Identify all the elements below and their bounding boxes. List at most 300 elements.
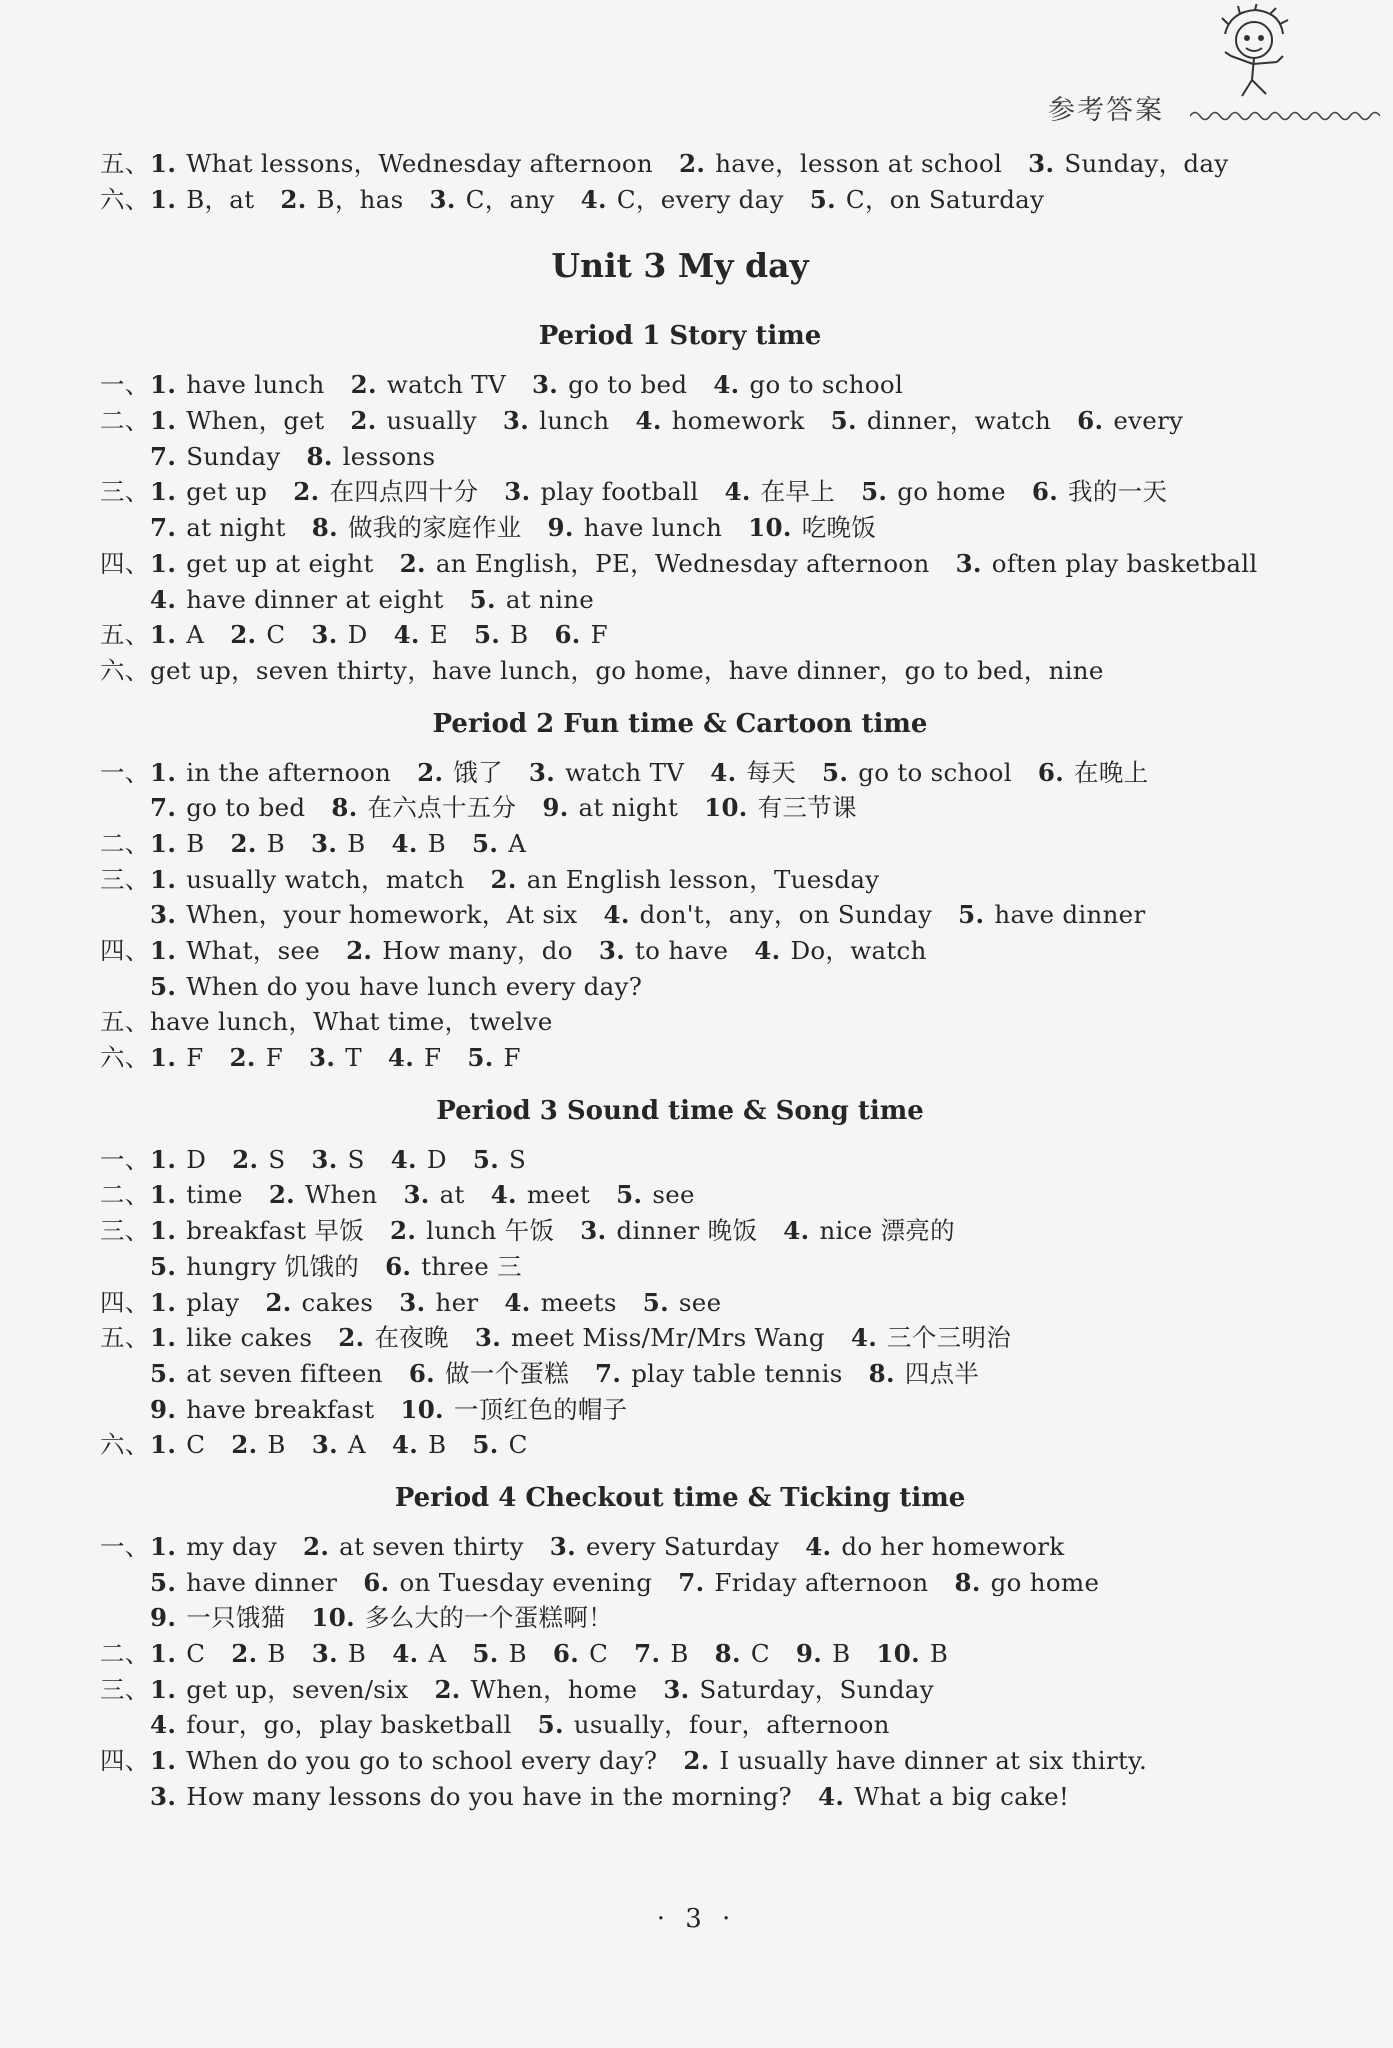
answer-item [554,620,608,649]
answer-item [385,1252,522,1281]
answer-item [805,1532,1064,1561]
item-text: B [832,1639,851,1668]
section-label: 一、 [100,757,150,787]
answer-item [861,477,1006,506]
item-text: How many lessons do you have in the morning? [186,1781,792,1811]
item-number: 3. [311,828,338,858]
answer-item [467,1043,521,1072]
answer-item [434,1675,637,1704]
answer-item [150,149,653,178]
item-number: 2. [417,757,444,787]
answer-item [1028,149,1228,178]
answer-line [100,1177,1350,1213]
answer-line [100,933,1350,969]
answer-item [754,936,926,965]
item-number: 5. [809,184,836,214]
item-number: 2. [399,548,426,578]
item-number: 4. [603,900,630,930]
item-number: 1. [150,149,177,178]
wavy-divider-icon [1190,108,1380,122]
answer-item [150,900,577,929]
item-text: Friday afternoon [714,1567,929,1597]
item-number: 9. [542,793,569,823]
item-number: 1. [150,1323,177,1353]
item-number: 4. [504,1287,531,1317]
answer-item [150,865,465,894]
answer-item [150,1180,243,1209]
section-label: 三、 [100,1674,150,1704]
answer-item [663,1675,934,1704]
item-text: at seven fifteen [186,1358,383,1388]
item-number: 4. [724,477,751,507]
item-number: 6. [408,1358,435,1388]
item-text: When do you go to school every day? [186,1746,658,1776]
item-text: F [503,1043,521,1073]
item-number: 7. [634,1639,661,1668]
item-number: 2. [231,1639,258,1668]
item-text: C，on Saturday [845,184,1045,214]
item-text: watch TV [565,757,685,787]
item-text: her [435,1287,479,1317]
answer-item [388,1043,442,1072]
answer-item [150,1675,408,1704]
item-text: have lunch [583,513,723,543]
item-text: 每天 [746,757,797,787]
item-number: 1. [150,620,177,650]
answer-content [100,146,1350,1814]
item-text: B [508,1639,527,1668]
item-number: 1. [150,477,177,507]
item-number: 1. [150,1639,177,1668]
item-text: often play basketball [991,548,1258,578]
item-number: 1. [150,1180,177,1210]
answer-item [1038,758,1149,787]
section-label: 三、 [100,864,150,894]
item-number: 3. [504,477,531,507]
header-title: 参考答案 [1048,95,1164,126]
answer-line [100,755,1350,791]
answer-item [472,829,526,858]
item-number: 4. [713,370,740,400]
item-text: to have [635,936,729,965]
item-number: 7. [150,441,177,471]
answer-item [150,513,286,542]
item-text: B [186,828,205,858]
item-number: 2. [280,184,307,214]
answer-item [504,1288,616,1317]
answer-item [150,1603,285,1632]
answer-line [100,474,1350,510]
item-text: get up [186,477,268,507]
answer-item [394,620,448,649]
item-text: hungry 饥饿的 [186,1251,360,1281]
item-text: 三个三明治 [887,1323,1012,1353]
item-text: 饿了 [453,757,503,787]
answer-item [280,185,403,214]
item-number: 2. [232,1144,259,1174]
answer-item [150,1359,383,1388]
item-number: 3. [531,370,559,400]
item-number: 9. [547,513,574,543]
answer-line [100,1356,1350,1392]
answer-item [150,793,305,822]
item-text: A [186,620,205,650]
answer-item [599,936,728,965]
item-number: 2. [338,1323,365,1353]
item-text: have breakfast [186,1394,375,1424]
item-number: 3. [598,936,626,965]
item-number: 2. [683,1746,710,1776]
item-number: 3. [502,406,530,436]
item-number: 1. [150,1531,177,1561]
item-number: 8. [868,1358,895,1388]
item-text: on Tuesday evening [399,1567,653,1597]
item-text: have lunch [186,370,325,400]
answer-item [710,758,796,787]
item-number: 6. [554,620,581,650]
item-number: 3. [150,900,177,930]
answer-item [150,1532,277,1561]
item-text: watch TV [386,370,506,400]
answer-item [1077,406,1183,435]
period-title: Period 2 Fun time & Cartoon time [432,708,928,739]
item-number: 10. [400,1394,444,1424]
item-text: go home [990,1567,1100,1597]
item-number: 2. [293,477,320,507]
item-text: get up at eight [186,548,374,578]
answer-item [338,1323,449,1352]
section-label: 二、 [100,1639,150,1668]
section-label: 四、 [100,1287,150,1317]
item-text: When，your homework，At six [186,900,578,930]
item-text: three 三 [421,1251,522,1281]
answer-item [392,829,447,858]
answer-item [472,1430,527,1459]
item-text: usually [386,406,477,436]
item-text: see [678,1287,722,1317]
answer-item [470,585,594,614]
item-number: 3. [311,1639,338,1668]
answer-item [409,1359,569,1388]
answer-item [346,936,573,965]
item-text: usually watch，match [186,864,465,894]
item-text: B [266,828,285,858]
item-number: 4. [387,1043,415,1073]
section-label: 五、 [100,620,150,650]
item-number: 5. [861,477,888,507]
item-text: T [345,1043,362,1073]
item-text: see [652,1180,695,1210]
item-text: have dinner at eight [186,584,444,614]
answer-item [403,1180,464,1209]
item-number: 4. [391,1430,419,1460]
item-text: go to bed [568,370,688,400]
unit-title: Unit 3 My day [551,246,809,286]
item-text: don't，any，on Sunday [639,900,933,930]
answer-item [851,1323,1011,1352]
item-text: F [265,1043,283,1073]
item-number: 4. [392,1639,419,1668]
item-text: lessons [342,441,436,471]
answer-item [818,1782,1069,1811]
item-text: get up，seven thirty，have lunch，go home，have dinner，go to bed，nine [150,655,1104,685]
answer-item [473,1145,526,1174]
item-text: at nine [505,584,595,614]
item-text: B，has [316,184,404,214]
answer-item [150,1216,364,1245]
item-number: 6. [552,1639,580,1668]
section-label: 五、 [100,1007,150,1037]
item-number: 3. [528,757,556,787]
item-text: 在夜晚 [374,1323,449,1353]
answer-item [150,620,204,649]
item-number: 1. [150,864,177,894]
answer-item [309,1043,362,1072]
item-number: 4. [150,1710,177,1740]
answer-item [548,513,723,542]
item-text: lunch [539,406,610,436]
item-text: go to bed [186,793,306,823]
item-number: 4. [150,584,177,614]
item-text: C [589,1639,609,1668]
item-text: D [426,1144,447,1174]
answer-item [430,185,555,214]
item-number: 4. [754,936,781,965]
item-text: get up，seven/six [186,1674,409,1704]
item-number: 7. [150,793,177,823]
answer-item [810,185,1045,214]
answer-item [150,972,642,1001]
item-number: 7. [150,513,177,543]
section-label: 二、 [100,828,150,858]
answer-item [331,793,516,822]
item-text: usually，four，afternoon [573,1710,890,1740]
section-label: 五、 [100,149,150,178]
item-text: 在早上 [760,477,836,507]
answer-item [311,620,367,649]
item-number: 2. [268,1180,295,1210]
item-text: B [510,620,529,650]
answer-item [351,370,506,399]
item-text: have lunch，What time，twelve [150,1007,553,1037]
answer-item [956,549,1258,578]
section-label: 四、 [100,548,150,578]
answer-line [100,146,1350,182]
item-text: C [266,620,286,650]
answer-item [231,1430,286,1459]
item-text: B [929,1639,949,1668]
item-text: meet [526,1180,591,1210]
answer-item [392,1639,446,1668]
answer-item [542,793,678,822]
item-text: F [590,620,608,650]
item-text: Sunday，day [1064,149,1229,178]
answer-item [491,865,880,894]
item-text: A [508,828,527,858]
item-number: 3. [150,1781,177,1811]
item-text: B [347,828,366,858]
item-number: 2. [231,1430,258,1460]
answer-item [400,549,930,578]
item-text: in the afternoon [186,757,392,787]
item-number: 5. [472,1144,500,1174]
item-text: 四点半 [904,1358,980,1388]
answer-item [616,1180,695,1209]
item-text: A [347,1430,366,1460]
item-text: 做我的家庭作业 [347,513,522,543]
item-text: time [186,1180,243,1210]
answer-line [100,969,1350,1005]
answer-item [311,1603,613,1632]
answer-item [417,758,503,787]
answer-item [150,1043,204,1072]
section-label: 六、 [100,655,150,685]
item-number: 4. [391,828,418,858]
period-title: Period 4 Checkout time & Ticking time [394,1482,966,1513]
answer-item [231,1639,286,1668]
item-text: B [267,1430,286,1460]
item-text: go home [897,477,1006,507]
item-number: 1. [150,1043,177,1073]
item-number: 10. [876,1639,920,1668]
answer-item [306,442,435,471]
item-number: 4. [490,1180,517,1210]
item-number: 1. [150,936,177,965]
answer-line [100,182,1350,218]
answer-line [100,1249,1350,1285]
item-text: A [428,1639,447,1668]
item-text: 有三节课 [757,793,857,823]
item-text: B [347,1639,367,1668]
answer-line [100,1213,1350,1249]
section-label: 五、 [100,1323,150,1353]
answer-item [876,1639,948,1668]
period-title: Period 3 Sound time & Song time [436,1095,924,1126]
answer-line [100,1392,1350,1428]
item-number: 5. [642,1287,669,1317]
item-number: 4. [805,1531,832,1561]
answer-item [580,1216,757,1245]
item-text: S [509,1144,527,1174]
answer-line [100,1779,1350,1815]
item-text: E [429,620,448,650]
answer-line [100,1565,1350,1601]
item-text: 做一个蛋糕 [445,1358,569,1388]
answer-item [150,1007,553,1036]
item-number: 3. [1028,149,1055,178]
item-number: 5. [472,828,499,858]
answer-item [350,406,477,435]
item-text: Saturday，Sunday [699,1674,934,1704]
item-number: 8. [954,1567,981,1597]
answer-item [958,900,1145,929]
item-number: 8. [331,793,358,823]
item-text: have，lesson at school [715,149,1003,178]
answer-item [748,513,876,542]
section-label: 二、 [100,406,150,436]
item-text: have dinner [994,900,1146,930]
item-text: I usually have dinner at six thirty. [719,1746,1148,1776]
answer-line [100,790,1350,826]
item-number: 1. [150,1216,177,1246]
answer-line [100,862,1350,898]
item-number: 3. [311,1430,338,1460]
item-number: 4. [818,1781,845,1811]
answer-line [100,367,1350,403]
answer-item [822,758,1012,787]
answer-item [150,829,205,858]
item-number: 2. [230,828,257,858]
answer-item [150,1395,374,1424]
answer-item [683,1746,1147,1775]
item-text: my day [186,1531,277,1561]
item-text: at [439,1180,465,1210]
answer-line [100,1672,1350,1708]
answer-item [724,477,835,506]
item-number: 4. [393,620,420,650]
item-number: 2. [350,370,377,400]
item-number: 5. [469,584,496,614]
item-number: 3. [309,1043,336,1073]
item-text: at seven thirty [339,1531,524,1561]
answer-item [312,513,522,542]
answer-item [150,1782,792,1811]
answer-item [150,1323,312,1352]
answer-item [678,1568,928,1597]
answer-item [399,1288,478,1317]
answer-item [363,1568,652,1597]
answer-item [150,1568,337,1597]
answer-item [532,370,687,399]
answer-item [954,1568,1099,1597]
item-text: dinner，watch [866,406,1052,436]
item-number: 9. [795,1639,823,1668]
answer-item [392,1430,447,1459]
answer-line [100,826,1350,862]
item-text: 我的一天 [1068,477,1168,507]
item-number: 8. [306,441,333,471]
answer-line [100,617,1350,653]
item-text: B，at [186,184,255,214]
item-number: 2. [490,864,517,894]
page-header [0,0,1393,140]
item-text: F [424,1043,442,1073]
answer-line [100,1040,1350,1076]
item-text: Do，watch [790,936,927,965]
item-number: 1. [150,757,177,787]
item-number: 5. [473,620,501,650]
answer-item [150,758,391,787]
item-number: 5. [150,971,177,1001]
item-number: 1. [150,184,177,214]
item-number: 2. [302,1531,330,1561]
item-number: 8. [714,1639,741,1668]
answer-item [232,1145,285,1174]
item-text: F [186,1043,204,1073]
section-label: 六、 [100,1043,150,1073]
item-number: 5. [616,1180,643,1210]
item-number: 1. [150,406,177,436]
item-number: 5. [822,757,849,787]
item-text: go to school [749,370,904,400]
item-number: 2. [265,1287,292,1317]
answer-item [311,1145,364,1174]
item-number: 5. [150,1567,177,1597]
item-text: C [508,1430,528,1460]
answer-item [231,829,286,858]
answer-item [150,936,320,965]
answer-line [100,403,1350,439]
